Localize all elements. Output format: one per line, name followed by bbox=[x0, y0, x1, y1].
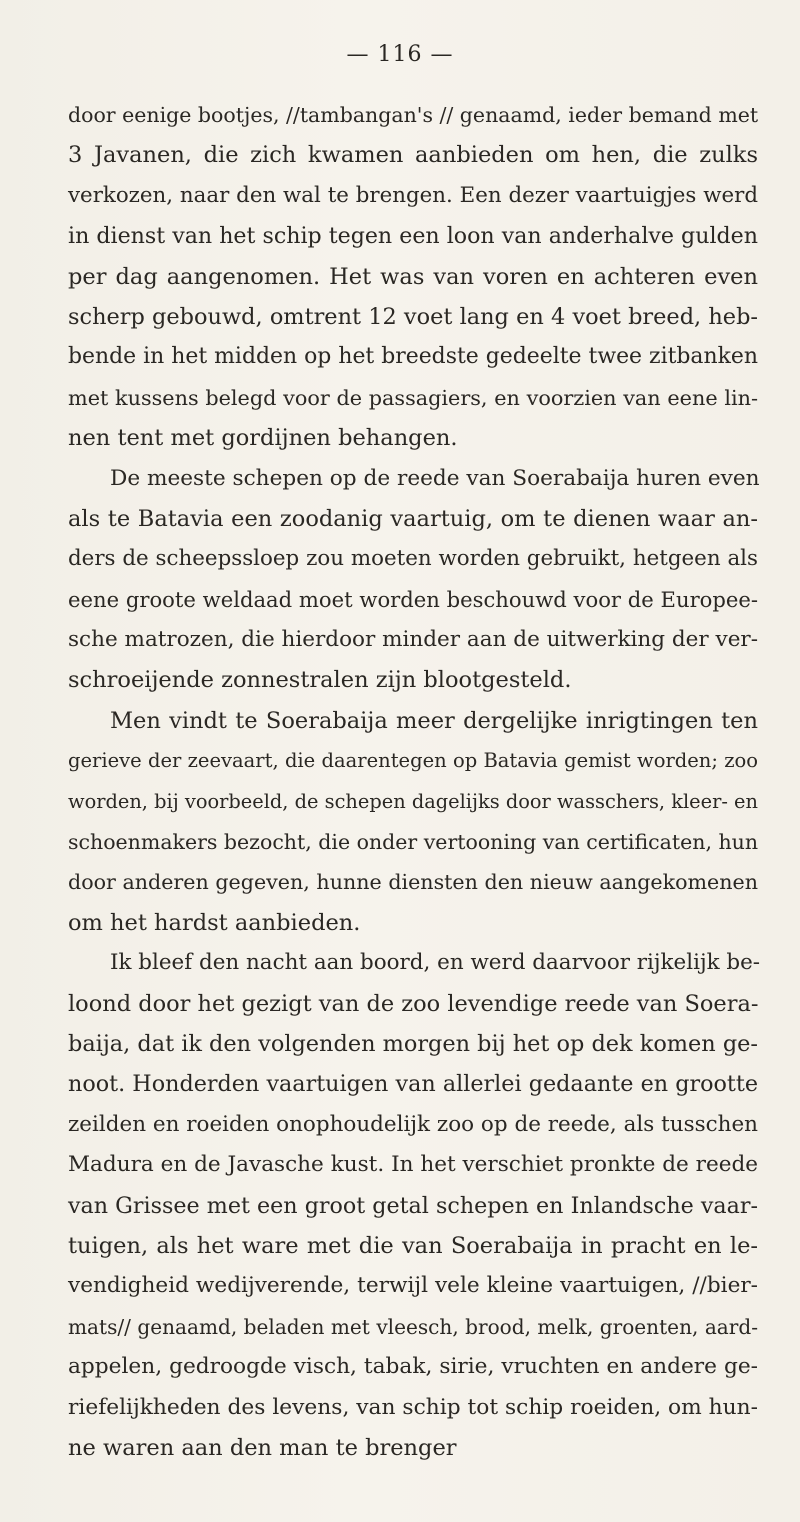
text-line: appelen, gedroogde visch, tabak, sirie, vruchten en andere ge- bbox=[68, 1354, 758, 1380]
text-line: zeilden en roeiden onophoudelijk zoo op de reede, als tusschen bbox=[68, 1111, 758, 1137]
text-line: scherp gebouwd, omtrent 12 voet lang en 4 voet breed, heb- bbox=[68, 303, 758, 330]
paragraph-start-line: De meeste schepen op de reede van Soerabaija huren even bbox=[110, 465, 760, 491]
text-line: gerieve der zeevaart, die daarentegen op Batavia gemist worden; zoo bbox=[68, 749, 758, 773]
text-line: bende in het midden op het breedste gedeelte twee zitbanken bbox=[68, 344, 758, 370]
text-line: verkozen, naar den wal te brengen. Een dezer vaartuigjes werd bbox=[68, 182, 758, 208]
text-line: 3 Javanen, die zich kwamen aanbieden om hen, die zulks bbox=[68, 142, 758, 169]
text-line: mats// genaamd, beladen met vleesch, brood, melk, groenten, aard- bbox=[68, 1314, 758, 1339]
paragraph-end-line: nen tent met gordijnen behangen. bbox=[68, 425, 458, 452]
text-line: ne waren aan den man te brenger bbox=[68, 1434, 457, 1461]
text-line: als te Batavia een zoodanig vaartuig, om te dienen waar an- bbox=[68, 505, 758, 532]
text-line: eene groote weldaad moet worden beschouwd voor de Europee- bbox=[68, 586, 758, 612]
text-line: in dienst van het schip tegen een loon van anderhalve gulden bbox=[68, 223, 758, 250]
text-line: riefelijkheden des levens, van schip tot schip roeiden, om hun- bbox=[68, 1394, 758, 1420]
text-line: van Grissee met een groot getal schepen en Inlandsche vaar- bbox=[68, 1192, 758, 1219]
text-line: ders de scheepssloep zou moeten worden gebruikt, hetgeen als bbox=[68, 546, 758, 572]
text-line: met kussens belegd voor de passagiers, en voorzien van eene lin- bbox=[68, 385, 758, 410]
paragraph-start-line: Ik bleef den nacht aan boord, en werd daarvoor rijkelijk be- bbox=[110, 950, 761, 976]
body-text bbox=[68, 95, 761, 1468]
text-line: door eenige bootjes, //tambangan's // genaamd, ieder bemand met bbox=[68, 103, 759, 127]
text-line: baija, dat ik den volgenden morgen bij het op dek komen ge- bbox=[68, 1030, 758, 1057]
text-line: Madura en de Javasche kust. In het verschiet pronkte de reede bbox=[68, 1152, 758, 1178]
text-line: sche matrozen, die hierdoor minder aan de uitwerking der ver- bbox=[68, 627, 758, 653]
text-line: schoenmakers bezocht, die onder vertooning van certificaten, hun bbox=[68, 830, 759, 855]
text-line: vendigheid wedijverende, terwijl vele kleine vaartuigen, //bier- bbox=[68, 1273, 758, 1299]
text-line: loond door het gezigt van de zoo levendige reede van Soera- bbox=[68, 990, 759, 1017]
paragraph-end-line: schroeijende zonnestralen zijn blootgesteld. bbox=[68, 667, 572, 694]
text-line: noot. Honderden vaartuigen van allerlei gedaante en grootte bbox=[68, 1071, 758, 1098]
page-number: — 116 — bbox=[346, 42, 454, 67]
text-line: tuigen, als het ware met die van Soerabaija in pracht en le- bbox=[68, 1232, 758, 1259]
text-line: door anderen gegeven, hunne diensten den nieuw aangekomenen bbox=[68, 870, 758, 895]
paragraph-start-line: Men vindt te Soerabaija meer dergelijke inrigtingen ten bbox=[110, 707, 758, 734]
text-line: worden, bij voorbeeld, de schepen dagelijks door wasschers, kleer- en bbox=[68, 789, 758, 813]
text-line: per dag aangenomen. Het was van voren en achteren even bbox=[68, 263, 758, 290]
paragraph-end-line: om het hardst aanbieden. bbox=[68, 909, 361, 936]
